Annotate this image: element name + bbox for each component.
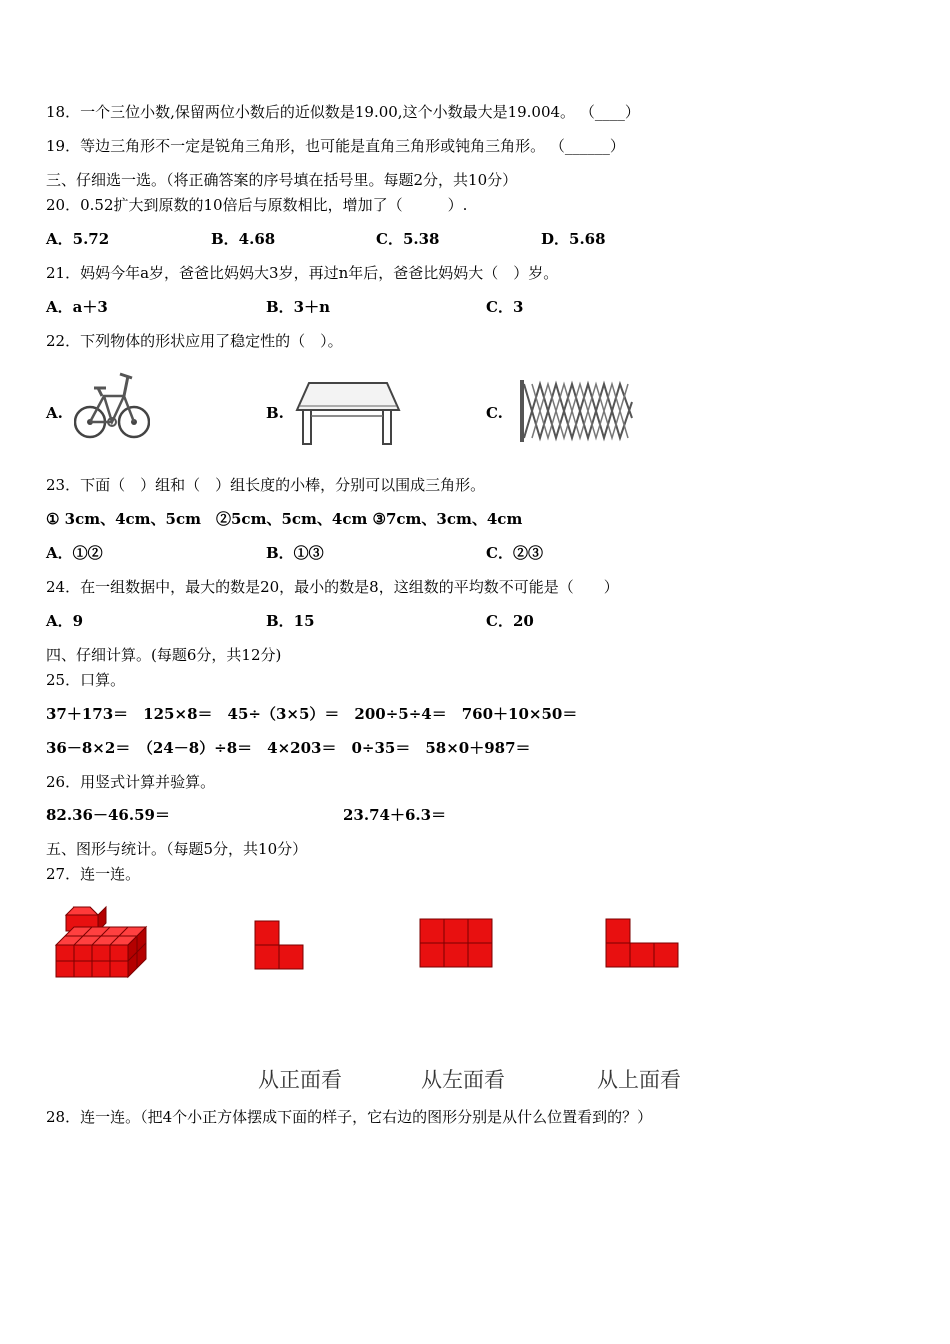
q25-row-2: 36－8×2＝ （24－8）÷8＝ 4×203＝ 0÷35＝ 58×0＋987＝ — [46, 739, 531, 757]
lattice-gate-image — [519, 378, 635, 444]
q22-option-b: B. — [266, 404, 284, 422]
q28-line: 28．连一连。（把4个小正方体摆成下面的样子，它右边的图形分别是从什么位置看到的？） — [46, 1108, 653, 1126]
q25-row-1: 37＋173＝ 125×8＝ 45÷（3×5）＝ 200÷5÷4＝ 760＋10×50＝ — [46, 705, 578, 723]
q22-option-a: A. — [46, 404, 63, 422]
q21-line: 21．妈妈今年a岁，爸爸比妈妈大3岁，再过n年后，爸爸比妈妈大（ ）岁。 — [46, 264, 559, 282]
q21-option-a: A．a＋3 — [46, 298, 108, 316]
view-shape-grid — [419, 918, 495, 970]
q20-line: 20．0.52扩大到原数的10倍后与原数相比，增加了（ ）. — [46, 196, 468, 214]
view-label-left: 从左面看 — [421, 1068, 505, 1092]
q26-problem-a: 82.36－46.59＝ — [46, 806, 170, 824]
q21-option-b: B．3＋n — [266, 298, 331, 316]
q20-option-a: A．5.72 — [46, 230, 110, 248]
q24-option-b: B．15 — [266, 612, 315, 630]
table-image — [295, 380, 401, 446]
q26-line: 26．用竖式计算并验算。 — [46, 773, 216, 791]
q25-line: 25．口算。 — [46, 671, 126, 689]
q20-option-b: B．4.68 — [211, 230, 276, 248]
view-label-top: 从上面看 — [597, 1068, 681, 1092]
section-3-heading: 三、仔细选一选。（将正确答案的序号填在括号里。每题2分，共10分） — [46, 171, 518, 189]
view-label-front: 从正面看 — [258, 1068, 342, 1092]
q22-option-c: C. — [486, 404, 503, 422]
section-5-heading: 五、图形与统计。（每题5分，共10分） — [46, 840, 308, 858]
cube-stack-image — [52, 905, 152, 980]
q18-line: 18．一个三位小数,保留两位小数后的近似数是19.00,这个小数最大是19.004。 （____） — [46, 103, 640, 121]
q23-line: 23．下面（ ）组和（ ）组长度的小棒，分别可以围成三角形。 — [46, 476, 486, 494]
view-shape-l — [254, 920, 306, 972]
q23-option-a: A．①② — [46, 544, 103, 562]
q23-stick-sets: ① 3cm、4cm、5cm ②5cm、5cm、4cm ③7cm、3cm、4cm — [46, 510, 523, 528]
q27-line: 27．连一连。 — [46, 865, 141, 883]
bicycle-image — [74, 366, 150, 442]
q19-line: 19．等边三角形不一定是锐角三角形，也可能是直角三角形或钝角三角形。 （______） — [46, 137, 625, 155]
q20-option-c: C．5.38 — [376, 230, 440, 248]
q23-option-b: B．①③ — [266, 544, 324, 562]
q26-problem-b: 23.74＋6.3＝ — [343, 806, 447, 824]
q22-line: 22．下列物体的形状应用了稳定性的（ ）。 — [46, 332, 343, 350]
section-4-heading: 四、仔细计算。(每题6分，共12分) — [46, 646, 282, 664]
q20-option-d: D．5.68 — [541, 230, 606, 248]
q24-line: 24．在一组数据中，最大的数是20，最小的数是8，这组数的平均数不可能是（ ） — [46, 578, 619, 596]
view-shape-step — [605, 918, 681, 970]
q24-option-a: A．9 — [46, 612, 84, 630]
q23-option-c: C．②③ — [486, 544, 543, 562]
q24-option-c: C．20 — [486, 612, 534, 630]
q21-option-c: C．3 — [486, 298, 524, 316]
